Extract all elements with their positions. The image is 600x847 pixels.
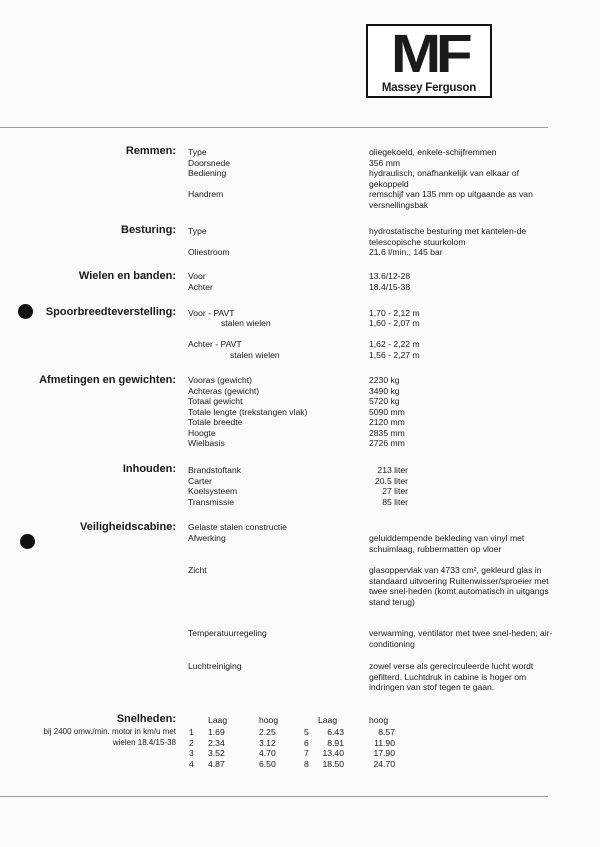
spec-value: 3490 kg [369,385,400,396]
spec-label: Koelsysteem [188,486,238,496]
spec-value: 213 liter [377,465,408,475]
speed-value: 17.90 [373,748,395,758]
bottom-divider [0,796,548,797]
spec-label: Type [188,226,207,236]
spec-value: 2726 mm [369,438,405,448]
spec-value: 2230 kg [369,375,400,385]
massey-ferguson-logo [366,24,492,98]
speed-value: 8.91 [327,737,344,748]
section-title-spoorbreedte: Spoorbreedteverstelling: [45,306,176,318]
speed-value: 4.87 [208,758,225,769]
speed-value: 13.40 [322,748,344,758]
spec-value: verwarming, ventilator met twee snel-heden; air-conditioning [369,628,553,649]
gear-number: 7 [304,748,309,758]
spec-label: Totale lengte (trekstangen vlak) [188,406,308,417]
speed-header-laag: Laag [318,715,338,725]
spec-value: geluiddempende bekleding van vinyl met schuimlaag, rubbermatten op vloer [369,533,525,554]
spec-label: Hoogte [188,427,216,438]
spec-label: Achter - PAVT [188,339,242,349]
logo-mark: MF [390,24,468,84]
section-title-snelheden: Snelheden: [116,713,176,725]
spec-value: 5720 kg [369,396,400,406]
spec-label: Zicht [188,565,207,575]
spec-label: Afwerking [188,533,226,543]
top-divider [0,127,548,128]
spec-label: Luchtreiniging [188,661,242,671]
spec-label: Brandstoftank [188,465,242,475]
spec-value: glasoppervlak van 4733 cm², gekleurd glas in standaard uitvoering Ruitenwisser/sproeier met twee snel-heden (komt automatisch in uitgangs stand terug) [369,565,549,607]
spec-label: Temperatuurregeling [188,628,267,638]
speed-value: 3.12 [259,737,276,748]
spec-label: Doorsnede [188,157,231,168]
speed-value: 24.70 [373,758,395,769]
spec-value: hydrostatische besturing met kantelen-de telescopische stuurkolom [369,226,527,247]
speed-value: 1.69 [208,727,225,737]
speed-value: 4.70 [259,748,276,758]
spec-label: Transmissie [188,496,234,507]
spec-value: 20.5 liter [375,475,408,486]
speed-value: 3.52 [208,748,225,758]
spec-value: 13.6/12-28 [369,271,411,281]
spec-label: Totaal gewicht [188,396,243,406]
spec-value: 2835 mm [369,427,405,438]
speed-header-laag: Laag [208,715,228,725]
spec-value: 85 liter [382,496,408,507]
spec-label: Handrem [188,189,224,199]
spec-label: stalen wielen [230,350,280,360]
spec-value: zowel verse als gerecirculeerde lucht wordt gefilterd. Luchtdruk in cabine is hoger om indringen van stof tegen te gaan. [369,661,534,693]
snelheden-note: bij 2400 omw./min. motor in km/u met [43,727,176,736]
punch-hole-bottom [20,534,35,549]
speed-value: 18.50 [322,758,344,769]
gear-number: 2 [189,737,194,748]
spec-label: Voor - PAVT [188,308,235,318]
spec-label: Vooras (gewicht) [188,375,253,385]
speed-header-hoog: hoog [259,715,279,725]
section-title-besturing: Besturing: [121,224,176,236]
spec-label: Oliestroom [188,247,230,257]
spec-value: 1,60 - 2,07 m [369,318,420,328]
spec-value: 356 mm [369,157,401,168]
spec-value: hydraulisch, onafhankelijk van elkaar of gekoppeld [369,168,520,189]
gear-number: 8 [304,758,309,769]
spec-label: Totale breedte [188,417,243,427]
spec-label: Achteras (gewicht) [188,385,260,396]
spec-label: Carter [188,475,212,486]
spec-label: Gelaste stalen constructie [188,522,287,532]
spec-value: 1,62 - 2,22 m [369,339,420,349]
spec-label: Bediening [188,168,227,178]
speed-value: 2.34 [208,737,225,748]
spec-value: 5090 mm [369,406,405,417]
gear-number: 3 [189,748,194,758]
section-title-remmen: Remmen: [125,145,176,157]
spec-value: 1,56 - 2,27 m [369,350,420,360]
logo-brand-name: Massey Ferguson [381,82,477,94]
spec-value: 27 liter [382,486,408,496]
spec-label: Achter [188,282,213,292]
speed-value: 6.50 [259,758,276,769]
spec-value: 2120 mm [369,417,405,427]
section-title-cabine: Veiligheidscabine: [80,521,176,533]
speed-header-hoog: hoog [369,715,389,725]
gear-number: 6 [304,737,309,748]
speed-value: 6.43 [327,727,344,737]
speed-value: 2.25 [259,727,276,737]
spec-label: Voor [188,271,206,281]
gear-number: 1 [189,727,194,737]
spec-label: Wielbasis [188,438,225,448]
spec-value: 18.4/15-38 [369,282,411,292]
speed-value: 8.57 [378,727,395,737]
spec-value: 21.6 l/min., 145 bar [369,247,443,257]
spec-label: Type [188,147,207,157]
gear-number: 4 [189,758,194,769]
spec-value: remschijf van 135 mm op uitgaande as van versnellingsbak [369,189,533,210]
section-title-inhouden: Inhouden: [122,463,176,475]
snelheden-note: wielen 18.4/15-38 [112,738,176,747]
section-title-wielen: Wielen en banden: [78,270,176,282]
speed-value: 11.90 [374,737,395,748]
section-title-afmetingen: Afmetingen en gewichten: [39,374,176,386]
spec-label: stalen wielen [221,318,271,328]
spec-value: oliegekoeld, enkele-schijfremmen [369,147,497,157]
gear-number: 5 [304,727,309,737]
spec-value: 1,70 - 2,12 m [369,308,420,318]
